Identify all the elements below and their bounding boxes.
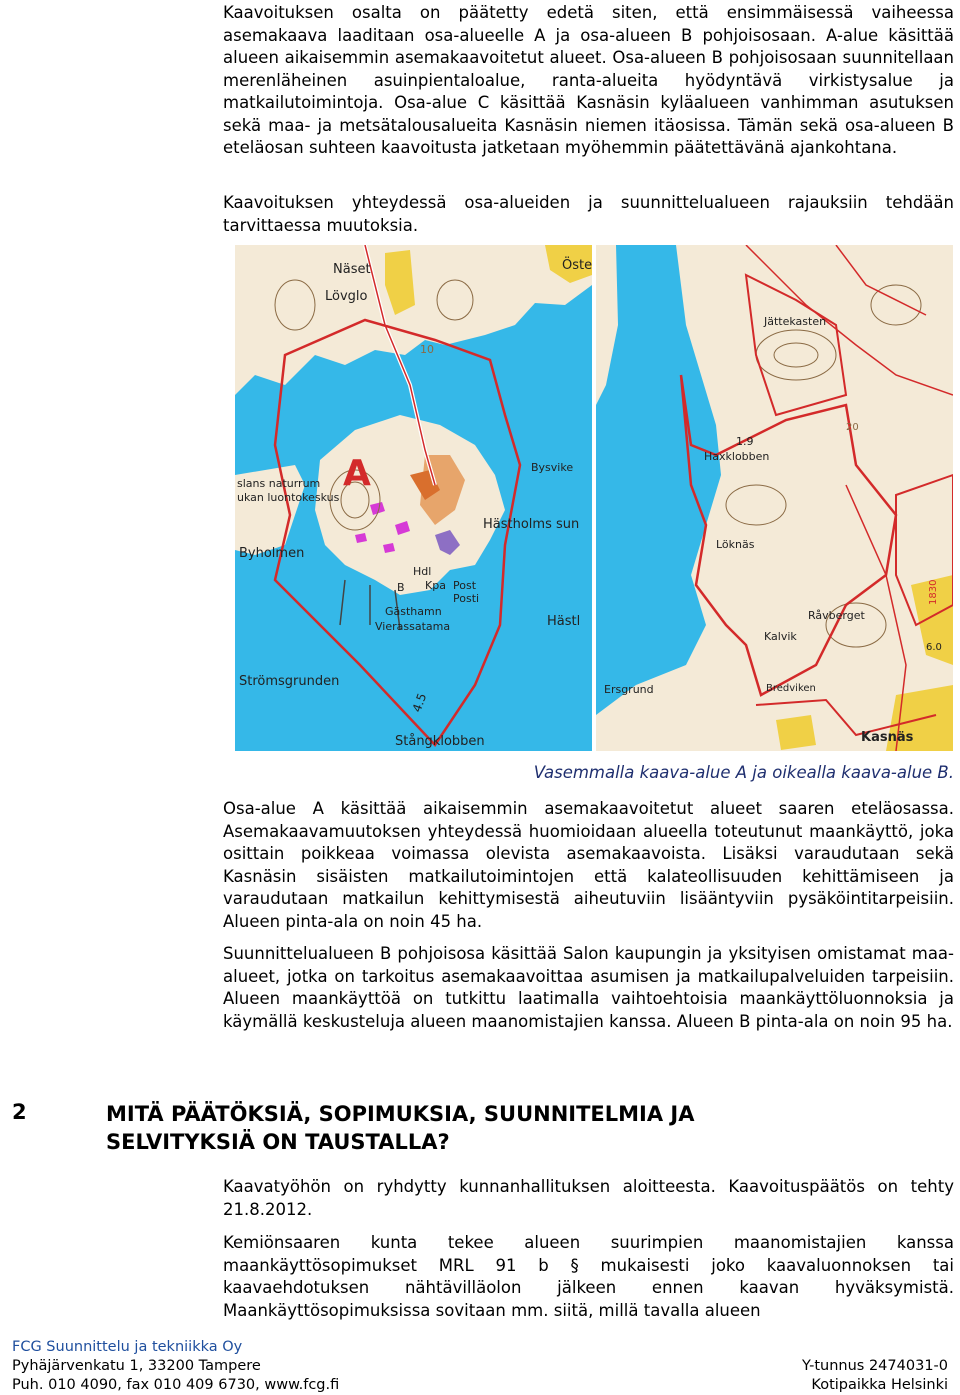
- map-label: Näset: [333, 262, 371, 277]
- map-label: B: [397, 581, 405, 594]
- map-label: Kalvik: [764, 630, 797, 643]
- footer-address: Pyhäjärvenkatu 1, 33200 Tampere: [12, 1358, 261, 1374]
- map-label: 20: [846, 422, 859, 433]
- map-label: slans naturrum: [237, 477, 321, 490]
- map-label: Hästl: [547, 614, 581, 629]
- map-label: Öste: [562, 258, 593, 273]
- map-label: Posti: [453, 592, 480, 605]
- map-label: Gästhamn: [385, 605, 442, 618]
- map-label: Löknäs: [716, 538, 755, 551]
- map-label: 6.0: [926, 642, 942, 653]
- map-label: Haxklobben: [704, 450, 770, 463]
- map-area-b: [596, 245, 953, 751]
- map-label: Bysvike: [531, 461, 574, 474]
- map-label: Lövglo: [325, 289, 368, 304]
- map-label: Ersgrund: [604, 683, 654, 696]
- agreement-paragraph: Kemiönsaaren kunta tekee alueen suurimpien maanomistajien kanssa maankäyttösopimukset MRL 91 b § mukaisesti joko kaavaluonnoksen tai kaavaehdotuksen nähtävilläolon jälkeen ennen kaavan hyväksymistä. Maankäyttösopimuksissa sovitaan mm. siitä, millä tavalla alueen: [223, 1233, 954, 1320]
- map-label: Kpa: [425, 579, 446, 592]
- page-footer: [12, 1338, 948, 1395]
- footer-ytunnus: Y-tunnus 2474031-0: [801, 1358, 948, 1374]
- map-label: Hdl: [413, 565, 432, 578]
- map-label: Kasnäs: [861, 730, 914, 745]
- area-a-label: A: [343, 453, 371, 494]
- section-number: 2: [12, 1100, 27, 1124]
- map-label: 1830: [928, 579, 939, 605]
- boundary-note-paragraph: Kaavoituksen yhteydessä osa-alueiden ja suunnittelualueen rajauksiin tehdään tarvittaessa muutoksia.: [223, 193, 954, 235]
- map-label: 1.9: [736, 435, 754, 448]
- map-caption: Vasemmalla kaava-alue A ja oikealla kaava-alue B.: [533, 763, 954, 782]
- decision-paragraph: Kaavatyöhön on ryhdytty kunnanhallituksen aloitteesta. Kaavoituspäätös on tehty 21.8.2012.: [223, 1177, 954, 1219]
- map-label: Bredviken: [766, 683, 816, 694]
- map-label: ukan luontokeskus: [237, 491, 340, 504]
- map-label: Strömsgrunden: [239, 674, 340, 689]
- area-a-paragraph: Osa-alue A käsittää aikaisemmin asemakaavoitetut alueet saaren eteläosassa. Asemakaavamuutoksen yhteydessä huomioidaan alueella toteutunut maankäyttö, joka osittain poikkeaa voimassa olevista asemakaavoista. Lisäksi varaudutaan sekä Kasnäsin sisäisten matkailutoimintojen että kalateollisuuden kehittämiseen ja varaudutaan matkailun kehittymisestä aiheutuviin lisääntyviin pysäköintitarpeisiin. Alueen pinta-ala on noin 45 ha.: [223, 799, 954, 931]
- map-label: Hästholms sun: [483, 517, 580, 532]
- map-area-a: [235, 245, 592, 751]
- area-b-paragraph: Suunnittelualueen B pohjoisosa käsittää Salon kaupungin ja yksityisen omistamat maa-alueet, jotka on tarkoitus asemakaavoittaa asumisen ja matkailupalveluiden tarpeisiin. Alueen maankäyttöä on tutkittu laatimalla vaihtoehtoisia maankäyttöluonnoksia ja käymällä keskusteluja alueen maanomistajien kanssa. Alueen B pinta-ala on noin 95 ha.: [223, 944, 954, 1031]
- map-label: 4.5: [409, 691, 430, 715]
- map-label: Stångklobben: [395, 734, 485, 749]
- map-label: Post: [453, 579, 477, 592]
- planning-area-maps: [235, 245, 953, 751]
- map-label: Jättekasten: [764, 315, 827, 328]
- intro-paragraph: Kaavoituksen osalta on päätetty edetä siten, että ensimmäisessä vaiheessa asemakaava laaditaan osa-alueelle A ja osa-alueen B pohjoisosaan. A-alue käsittää alueen aikaisemmin asemakaavoitetut alueet. Osa-alueen B pohjoisosaan suunnitellaan merenläheinen asuinpientaloalue, ranta-alueita hyödyntävä virkistysalue ja matkailutoimintoja. Osa-alue C käsittää Kasnäsin kyläalueen vanhimman asutuksen sekä maa- ja metsätalousalueita Kasnäsin niemen itäosissa. Tämän sekä osa-alueen B eteläosan suhteen kaavoitusta jatketaan myöhemmin päätettävänä ajankohtana.: [223, 3, 954, 157]
- map-label: Byholmen: [239, 546, 305, 561]
- section-title: MITÄ PÄÄTÖKSIÄ, SOPIMUKSIA, SUUNNITELMIA JA SELVITYKSIÄ ON TAUSTALLA?: [106, 1102, 695, 1154]
- map-label: Vierassatama: [375, 620, 451, 633]
- map-label: 10: [420, 343, 434, 356]
- footer-phone: Puh. 010 4090, fax 010 409 6730, www.fcg.fi: [12, 1377, 340, 1393]
- footer-company: FCG Suunnittelu ja tekniikka Oy: [12, 1339, 243, 1355]
- map-label: Råvberget: [808, 609, 865, 622]
- footer-domicile: Kotipaikka Helsinki: [811, 1377, 948, 1393]
